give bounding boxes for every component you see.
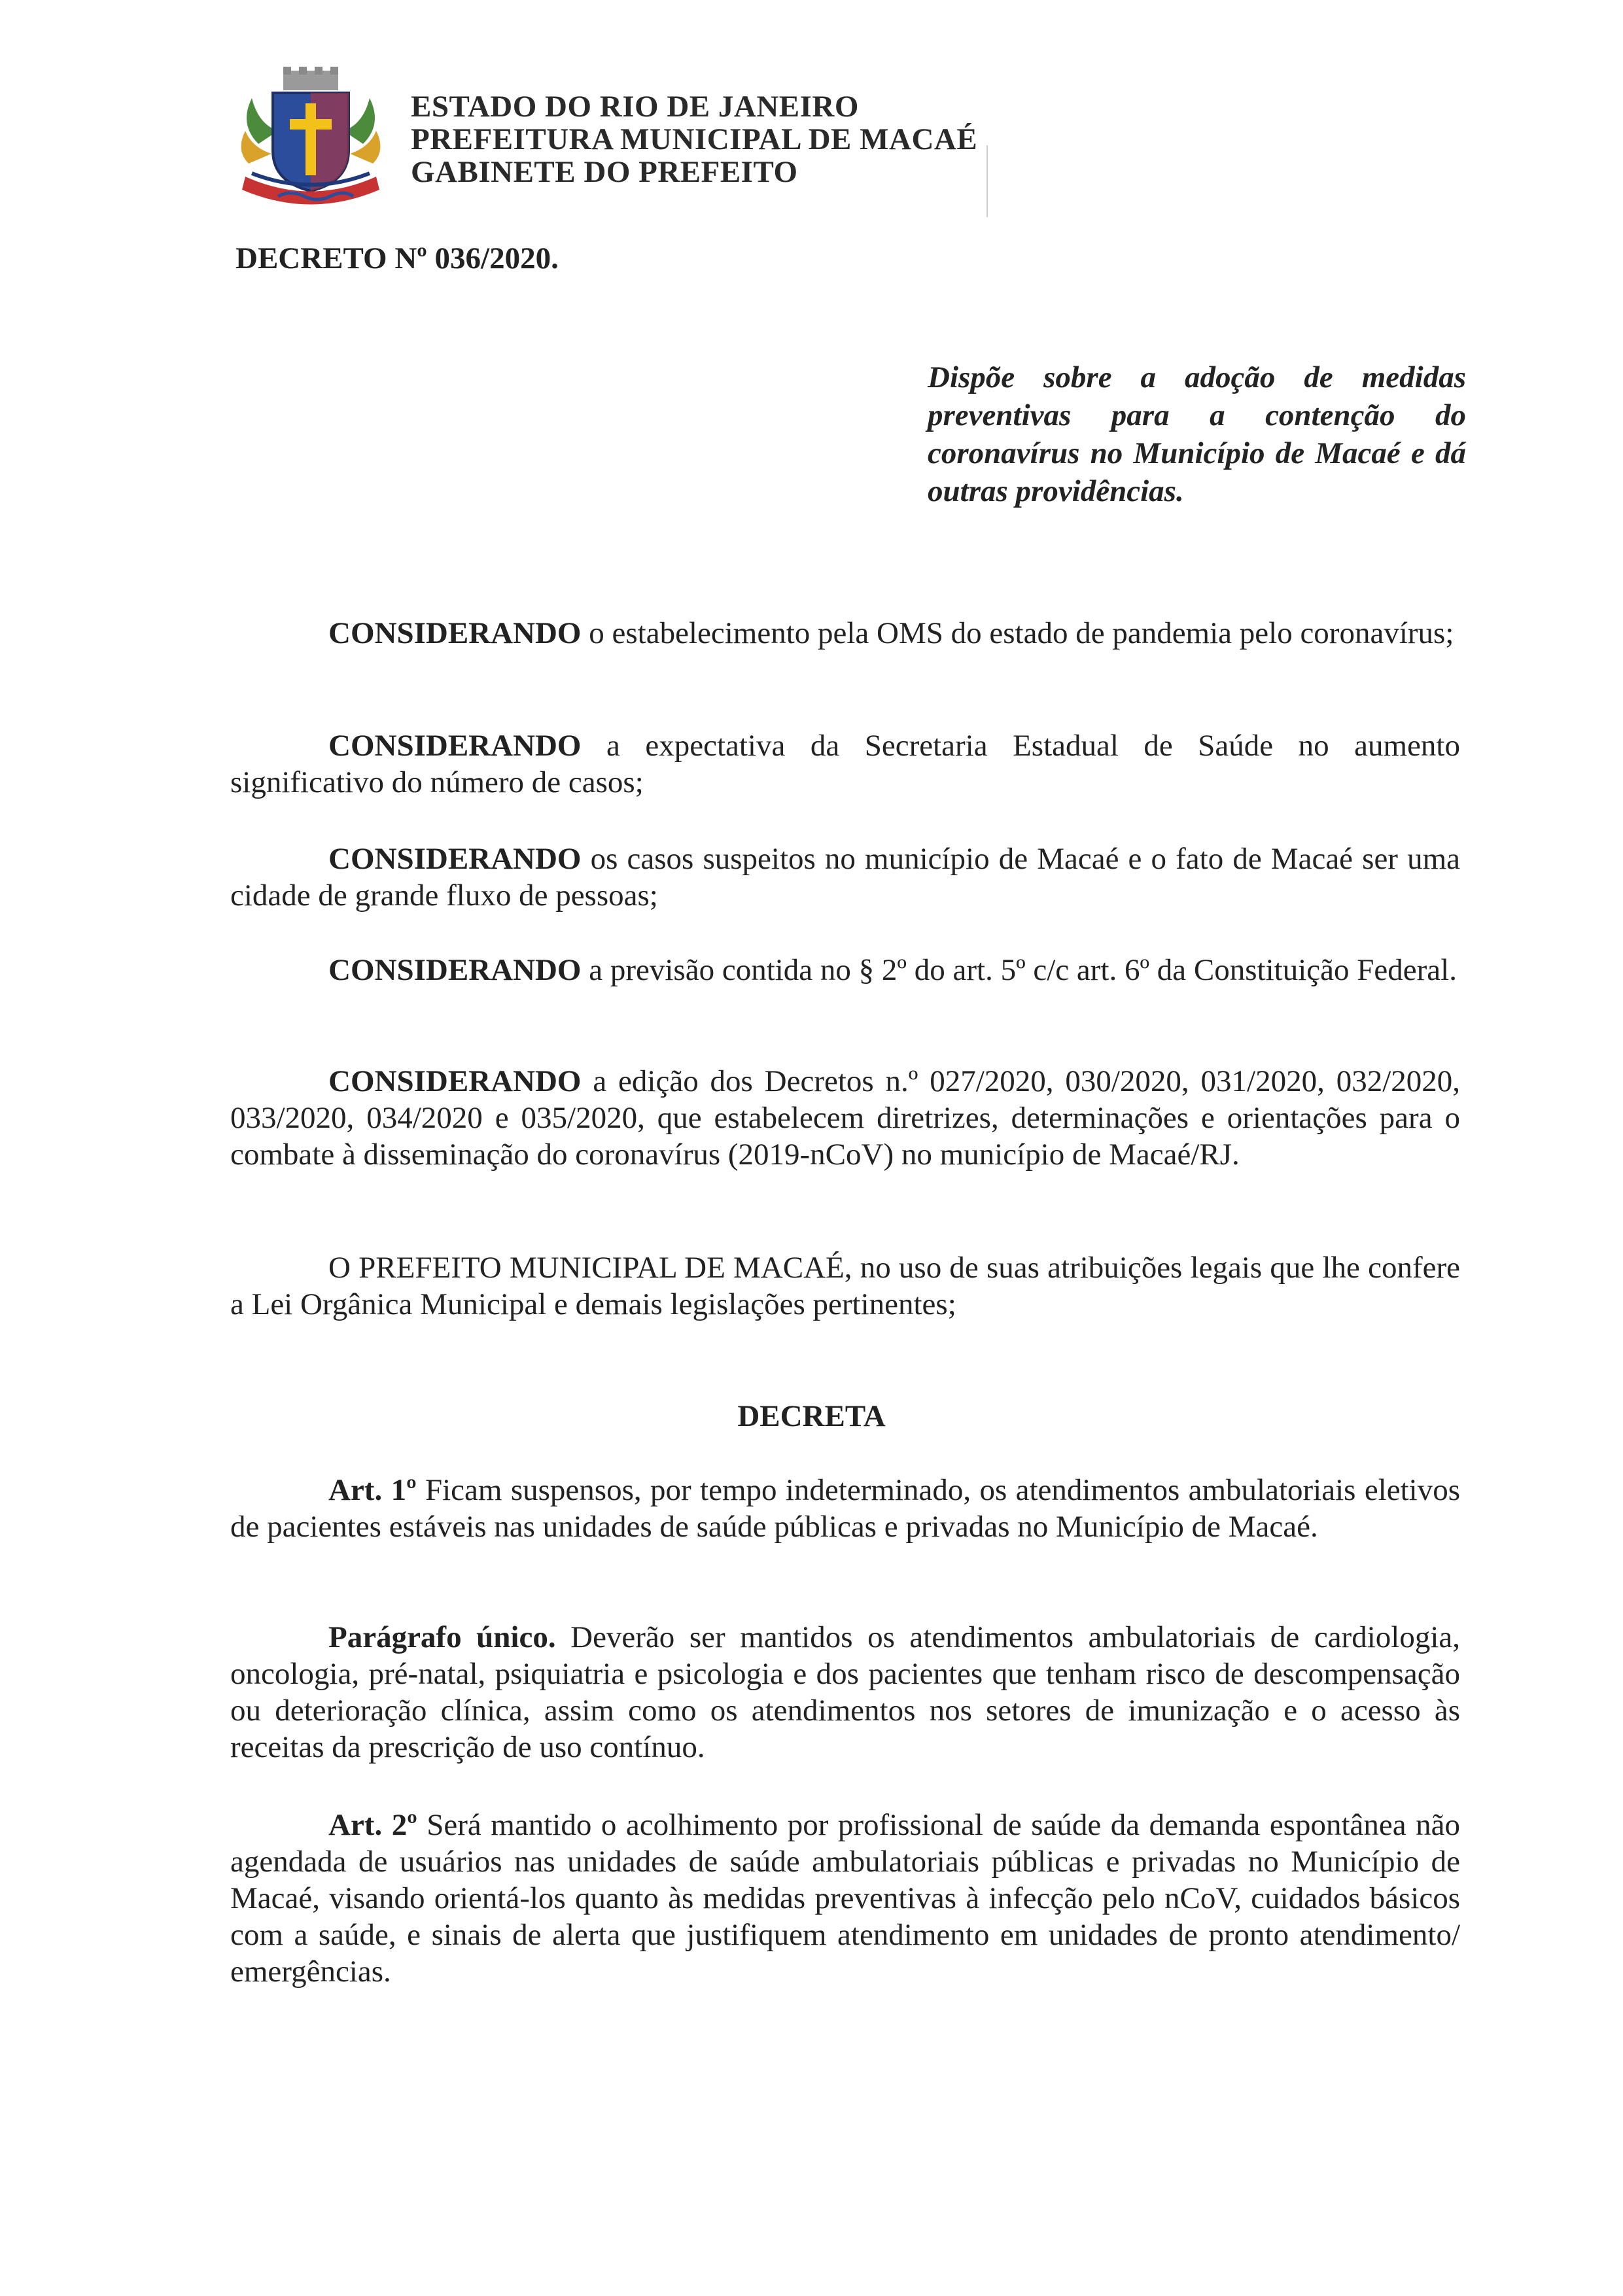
letterhead-prefeitura: PREFEITURA MUNICIPAL DE MACAÉ [411,122,978,156]
article-2-lead: Art. 2º [328,1808,417,1842]
article-1-text: Ficam suspensos, por tempo indeterminado, os atendimentos ambulatoriais eletivos de pacientes estáveis nas unidades de saúde públicas e privadas no Município de Macaé. [230,1473,1461,1544]
considerando-4 [230,952,1460,988]
considerando-2-text: a expectativa da Secretaria Estadual de Saúde no aumento significativo do número de casos; [230,729,1460,799]
coat-of-arms-logo [232,65,389,216]
considerando-3-text: os casos suspeitos no município de Macaé e o fato de Macaé ser uma cidade de grande fluxo de pessoas; [230,842,1460,913]
article-1 [230,1472,1460,1545]
scan-artifact-line [986,145,988,217]
considerando-1-lead: CONSIDERANDO [328,616,582,650]
article-1-lead: Art. 1º [328,1473,417,1507]
considerando-3-lead: CONSIDERANDO [328,842,582,876]
letterhead-gabinete: GABINETE DO PREFEITO [411,155,798,189]
article-2 [230,1807,1460,1990]
preamble: O PREFEITO MUNICIPAL DE MACAÉ, no uso de suas atribuições legais que lhe confere a Lei Orgânica Municipal e demais legislações pertinentes; [230,1251,1460,1321]
letterhead-state: ESTADO DO RIO DE JANEIRO [411,90,859,124]
considerando-2 [230,727,1460,801]
considerando-2-lead: CONSIDERANDO [328,729,582,763]
considerando-5 [230,1063,1460,1173]
paragrafo-unico-lead: Parágrafo único. [328,1620,556,1654]
decree-summary: Dispõe sobre a adoção de medidas preventivas para a contenção do coronavírus no Município de Macaé e dá outras providências. [928,360,1466,508]
considerando-1-text: o estabelecimento pela OMS do estado de pandemia pelo coronavírus; [581,616,1454,650]
considerando-5-text: a edição dos Decretos n.º 027/2020, 030/2020, 031/2020, 032/2020, 033/2020, 034/2020 e 035/2020, que estabelecem diretrizes, determinações e orientações para o combate à disseminação do coronavírus (2019-nCoV) no município de Macaé/RJ. [230,1064,1460,1172]
paragrafo-unico [230,1619,1460,1765]
letterhead [411,90,977,188]
considerando-5-lead: CONSIDERANDO [328,1064,582,1098]
paragrafo-unico-text: Deverão ser mantidos os atendimentos ambulatoriais de cardiologia, oncologia, pré-natal, psiquiatria e psicologia e dos pacientes que tenham risco de descompensação ou deterioração clínica, assim como os atendimentos nos setores de imunização e o acesso às receitas da prescrição de uso contínuo. [230,1620,1460,1764]
considerando-3 [230,841,1460,914]
considerando-4-lead: CONSIDERANDO [328,953,582,987]
decree-number: DECRETO Nº 036/2020. [236,241,559,275]
considerando-1 [230,615,1460,652]
considerando-4-text: a previsão contida no § 2º do art. 5º c/c art. 6º da Constituição Federal. [581,953,1457,987]
decreta-heading: DECRETA [737,1399,886,1433]
article-2-text: Será mantido o acolhimento por profissional de saúde da demanda espontânea não agendada de usuários nas unidades de saúde ambulatoriais públicas e privadas no Município de Macaé, visando orientá-los quanto às medidas preventivas à infecção pelo nCoV, cuidados básicos com a saúde, e sinais de alerta que justifiquem atendimento em unidades de pronto atendimento/ emergências. [230,1808,1460,1989]
